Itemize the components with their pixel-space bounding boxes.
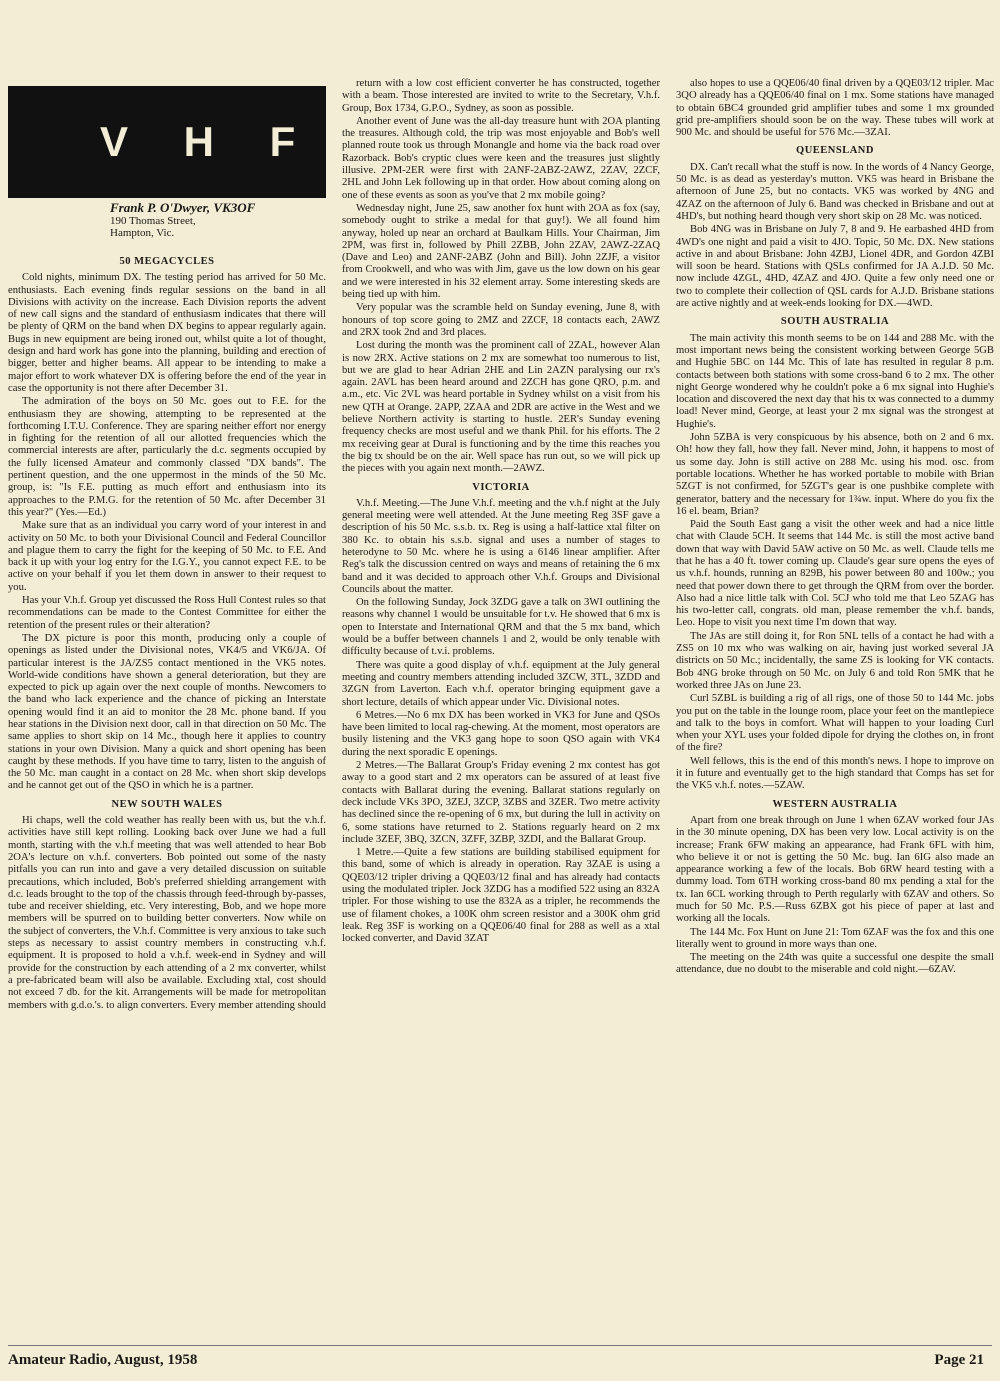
paragraph: On the following Sunday, Jock 3ZDG gave a talk on 3WI outlining the reasons why channel 1 would be unsuitable for t.v. He showed that 6 mx is open to Interstate and International QRM and that the 5 mx band, which would be a buffer between channels 1 and 2, would be only tenable with difficulty because of t.v.i. problems. (342, 597, 660, 658)
paragraph: Wednesday night, June 25, saw another fox hunt with 2OA as fox (say, somebody ought to strike a medal for that guy!). We all found him anyway, holed up near an orchard at Baulkam Hills. Your Chairman, Jim 2PM, was first in, followed by Phill 2ZBB, John 2ZAV, 2AWZ-2ZAQ (Dave and Leo) and 2ANF-2ABZ (John and Bill). John 2ZJF, a visitor from Crookwell, and who was with Jim, gave us the low down on his gear and we were interested in his 32 element array. Some interesting skeds are being tied up with him. (342, 202, 660, 301)
paragraph: 6 Metres.—No 6 mx DX has been worked in VK3 for June and QSOs have been limited to local rag-chewing. At the moment, most operators are busily listening and the VK3 gang hope to soon QSO again with VK4 during the next sporadic E openings. (342, 709, 660, 758)
paragraph: The admiration of the boys on 50 Mc. goes out to F.E. for the enthusiasm they are showing, attempting to be represented at the forthcoming I.T.U. Conference. They are sparing neither effort nor energy in fighting for the retention of all our allotted frequencies which the commercial interests are after, particularly the d.c. segments occupied by the fully licensed Amateur and commonly classed "DX bands". The pertinent question, and the one uppermost in the minds of the 50 Mc. group, is: "Is F.E. putting as much effort and enthusiasm into its approaches to the P.M.G. for the retention of 50 Mc. after December 31 this year?" (Yes.—Ed.) (8, 396, 326, 518)
section-heading: WESTERN AUSTRALIA (772, 798, 898, 810)
banner-title: V H F (100, 118, 318, 165)
vhf-banner (8, 86, 326, 198)
section-heading: QUEENSLAND (796, 145, 874, 157)
column-3 (676, 78, 994, 1345)
paragraph: 1 Metre.—Quite a few stations are building stabilised equipment for this band, some of which is already in operation. Ray 3ZAE is using a QQE03/12 tripler driving a QQE03/12 final and has already had contacts using the modulated tripler. Jock 3ZDG has a modified 522 using an 832A tripler. For those wishing to use the 832A as a tripler, he recommends the use of filament chokes, a 100K ohm screen resistor and a 300K ohm grid leak. Reg 3SF is working on a QQE06/40 final for 288 as well as a xtal locked converter, and David 3ZAT (342, 847, 660, 945)
paragraph: Make sure that as an individual you carry word of your interest in and activity on 50 Mc. to both your Divisional Council and Federal Councillor and plague them to carry the fight for the keeping of 50 Mc. to F.E. And back it up with your log entry for the I.G.Y., you cannot expect F.E. to be active on your behalf if you let them down in answer to their request to you. (8, 520, 326, 593)
paragraph: John 5ZBA is very conspicuous by his absence, both on 2 and 6 mx. Oh! how they fall, how they fall. Never mind, John, it happens to most of us some day. John is still active on 288 Mc. using his mod. osc. from portable locations. Whether he has worked portable to mobile with Brian 5ZGT is not confirmed, for 5ZGT's gear is one pushbike complete with generator, battery and the necessary for 1¾w. input. Where do you fix the 16 el. beam, Brian? (676, 432, 994, 517)
section-heading: NEW SOUTH WALES (111, 798, 223, 810)
column-2 (342, 78, 660, 1345)
footer-rule (8, 1345, 992, 1346)
author-byline (110, 202, 330, 240)
paragraph: Bob 4NG was in Brisbane on July 7, 8 and 9. He earbashed 4HD from 4WD's one night and paid a visit to 4JO. Topic, 50 Mc. DX. New stations active in and about Brisbane: John 4ZBJ, Lionel 4DR, and Gordon 4ZBI will soon be heard. Stations with QSLs confirmed for JA A.J.D. 50 Mc. now include 4ZGL, 4HD, 4ZAZ and 4JO. Quite a few only need one or two to complete their collection of QSL cards for A.J.D. Brisbane stations are active nightly and at week-ends looking for DX.—4WD. (676, 224, 994, 310)
paragraph: 2 Metres.—The Ballarat Group's Friday evening 2 mx contest has got away to a good start and 2 mx operators can be assured of at least five contacts with Ballarat during the evening. Ballarat stations regularly on deck include VKs 3PO, 3ZEJ, 3ZCP, 3ZBS and 3ZER. Two metre activity has declined since the re-opening of 6 mx, but during the lull in activity on 6, some stations have returned to 2. Stations reguarly heard on 2 mx include 3ZEF, 3BQ, 3ZCN, 3ZFF, 3ZBP, 3ZDI, and the Ballarat Group. (342, 760, 660, 845)
footer-page-number: Page 21 (934, 1352, 984, 1368)
section-heading: 50 MEGACYCLES (119, 256, 215, 267)
paragraph: The JAs are still doing it, for Ron 5NL tells of a contact he had with a ZS5 on 10 mx who was walking on air, having just worked several JA districts on 50 Mc.; incidentally, the same ZS is looking for VK contacts. Bob 4NG broke through on 50 Mc. on July 6 and told Ron 5MK that he worked three JAs on June 23. (676, 630, 994, 691)
author-name: Frank P. O'Dwyer, VK3OF (110, 200, 256, 215)
paragraph: V.h.f. Meeting.—The June V.h.f. meeting and the v.h.f night at the July general meeting were well attended. At the June meeting Reg 3SF gave a description of his 50 Mc. s.s.b. tx. Reg is using a half-lattice xtal filter on 380 Kc. to obtain his s.s.b. signal and uses a number of stages to heterodyne to 50 Mc. where he is using a 6146 linear amplifier. After Reg's talk the discussion centred on ways and means of retaining the 6 mx band and it was decided to approach other V.h.f. Groups and Divisional Councils about the matter. (342, 497, 660, 595)
section-heading: VICTORIA (472, 481, 530, 493)
paragraph: also hopes to use a QQE06/40 final driven by a QQE03/12 tripler. Mac 3QO already has a QQE06/40 final on 1 mx. Some stations have managed to obtain 6BC4 grounded grid amplifier tubes and some 1 mx grounded grid pre-amplifiers should soon be on the way. These tubes will work at 900 Mc. and should be useful for 576 Mc.—3ZAI. (676, 78, 994, 139)
paragraph: Has your V.h.f. Group yet discussed the Ross Hull Contest rules so that recommendations can be made to the Contest Committee for either the retention of the present rules or their alteration? (8, 595, 326, 631)
section-heading: SOUTH AUSTRALIA (780, 316, 890, 328)
paragraph: The meeting on the 24th was quite a successful one despite the small attendance, due no doubt to the miserable and cold night.—6ZAV. (676, 952, 994, 976)
paragraph: Hi chaps, well the cold weather has really been with us, but the v.h.f. activities have still kept rolling. Looking back over June we had a full month, starting with the v.h.f meeting that was well attended to hear Bob 2OA's lecture on v.h.f. converters. Bob pointed out some of the nasty pitfalls you can run into and gave a very detailed discussion on suitable precautions, which included, Bob's preferred shielding arrangement with d.c. leads brought to the top of the chassis through feed-through by-passes, tube and receiver shielding, etc. Very interesting, Bob, and we hope more members will be spurred on to building better converters. Now while on the subject of converters, the V.h.f. Committee is very anxious to take such steps as necessary to assist country members in constructing v.h.f. equipment. It is proposed to hold a v.h.f. week-end in Sydney and will provide for the construction by each attending of a 2 mx converter, whilst a pre-fabricated beam will also be available. Excluding xtal, cost should not exceed 7 db. for the kit. Arrangements will be made for metropolitan members with g.d.o.'s. to align converters. Every member attending should (8, 815, 326, 1011)
paragraph: Another event of June was the all-day treasure hunt with 2OA planting the treasures. Although cold, the trip was most enjoyable and Bob's well planned route took us through Monangle and home via the back road over Razorback. Bob's cryptic clues were keen and the treasures just slightly illusive. 2PM-2ER were first with 2ANF-2ABZ-2AWZ, 2ZAV, 2ZCF, 2HL and John Lek following up in that order. How about coming along on one of these events as soon as you've that 2 mx mobile going? (342, 115, 660, 201)
paragraph: Curl 5ZBL is building a rig of all rigs, one of those 50 to 144 Mc. jobs you put on the table in the lounge room, place your feet on the mantlepiece and talk to the boys in comfort. What will happen to your loading Curl when your XYL uses your folded dipole for drying the clothes on, in front of the fire? (676, 693, 994, 754)
paragraph: The DX picture is poor this month, producing only a couple of openings as listed under the Divisional notes, VK4/5 and VK6/JA. Of particular interest is the JA/ZS5 contact mentioned in the VK5 notes. World-wide conditions have shown a general deterioration, but they are expected to pick up again over the next couple of months. Newcomers to the band who lack experience and the chance of picking an Interstate opening would find it an aid to monitor the 28 Mc. phone band. If you hear stations in the Division next door, call in that direction on 50 Mc. The same applies to short skip on 14 Mc., though here it applies to country stations in your own Division. Many a quick and short opening has been caught by these methods. If you have time to tarry, listen to the anguish of the 50 Mc. man caught in a contact on 28 Mc. when short skip develops and he cannot get out of the QSO in which he is a partner. (8, 632, 326, 792)
paragraph: Lost during the month was the prominent call of 2ZAL, however Alan is now 2RX. Active stations on 2 mx are somewhat too numerous to list, but we are glad to hear Adrian 2HE and Lin 2AZN paralysing our rx's again. 2AVL has been heard around and 2ZCH has gone QRO, p.m. and a.m., etc. Vic 2VL was heard portable in Sydney whilst on a visit from his new QTH at Orange. 2APP, 2ZAA and 2DR are active in the West and we believe Northern activity is starting to hustle. 2ER's Sunday evening frequency checks are most useful and we thank Phil. for his efforts. The 2 mx receiving gear at Dural is functioning and by the time this reaches you the big tx should be on the air. Well space has run out, so we will pick up the pieces with you again next month.—2AWZ. (342, 340, 660, 475)
paragraph: There was quite a good display of v.h.f. equipment at the July general meeting and country members attending included 3ZCW, 3TL, 3ZDD and 3ZGN from Laverton. Each v.h.f. operator bringing equipment gave a short lecture, details of which appear under Vic. Divisional notes. (342, 659, 660, 708)
paragraph: return with a low cost efficient converter he has constructed, together with a beam. Those interested are invited to write to the Secretary, V.h.f. Group, Box 1734, G.P.O., Sydney, as soon as possible. (342, 78, 660, 114)
paragraph: DX. Can't recall what the stuff is now. In the words of 4 Nancy George, 50 Mc. is as dead as yesterday's mutton. VK5 was heard in Brisbane the afternoon of June 25, but no contacts. VK5 was worked by 4NG and 4ZAZ on the afternoon of July 6. Band was checked in Brisbane and out at 4HD's, but nothing heard though very short skip on 28 Mc. was noticed. (676, 161, 994, 222)
author-city: Hampton, Vic. (110, 227, 175, 239)
author-street: 190 Thomas Street, (110, 214, 196, 227)
paragraph: The 144 Mc. Fox Hunt on June 21: Tom 6ZAF was the fox and this one literally went to ground in more ways than one. (676, 926, 994, 950)
paragraph: The main activity this month seems to be on 144 and 288 Mc. with the most important news being the consistent working between George 5GB and Hughie 5BC on 144 Mc. This of late has resulted in regular 8 p.m. contacts between both stations with some cross-band 6 to 2 mx. The other night George wondered why he couldn't poke a 6 mx signal into Hughie's location and discovered the next day that his tx was connected to a dummy load! Never mind, George, at least your 2 mx signal was the strongest at Hughie's. (676, 332, 994, 430)
column-1 (8, 250, 326, 1345)
paragraph: Paid the South East gang a visit the other week and had a nice little chat with Claude 5CH. It seems that 144 Mc. is still the most active band down that way with David 5AW active on 50 Mc. as well. Claude tells me that he has a 40 ft. tower coming up. Claude's gear sure opens the eyes of us v.h.f. hounds, running an 829B, his power between 80 and 100w.; you need that power down there to get through the QRM from over the border. Also had a nice little talk with Col. 5CJ who told me that Leo 5ZAG has his two-letter call, congrats. old man, please remember the v.h.f. bands, Leo. Hope to visit you next time I'm down that way. (676, 519, 994, 629)
paragraph: Very popular was the scramble held on Sunday evening, June 8, with honours of top score going to 2MZ and 2ZCF, 18 contacts each, 2AWZ and 2RX took 2nd and 3rd places. (342, 302, 660, 338)
paragraph: Well fellows, this is the end of this month's news. I hope to improve on it in future and eventually get to the high standard that Comps has set for the VK5 v.h.f. notes.—5ZAW. (676, 755, 994, 792)
paragraph: Cold nights, minimum DX. The testing period has arrived for 50 Mc. enthusiasts. Each evening finds regular sessions on the band in all Divisions with activity on the increase. Each Division reports the advent of new call signs and the standard of enthusiasm indicates that there will be plenty of QRM on the band when DX begins to appear regularly again. Bugs in new equipment are being ironed out, whilst quite a lot of thought, design and hard work has gone into the planning, building and erection of bigger, better and higher beams. All appear to be intending to make a major effort to work whatever DX is offering before the end of the year in case the opportunity is not there after December 31. (8, 272, 326, 394)
paragraph: Apart from one break through on June 1 when 6ZAV worked four JAs in the 30 minute opening, DX has been very low. Local activity is on the increase; Frank 6FW making an appearance, had Frank 6FL with him, who believe it or not is getting the 50 Mc. bug. Ian 6IG also made an appearance working a few of the locals. Bob 6RW heard testing with a dummy load. Tom 6TH working cross-band 80 mx pending a xtal for the tx. Ian 6CL working through to Perth regularly with 6ZAV and others. So much for 50 Mc. P.S.—Russ 6ZBX got his piece of paper at last and working all the locals. (676, 814, 994, 925)
footer-publication: Amateur Radio, August, 1958 (8, 1352, 198, 1368)
